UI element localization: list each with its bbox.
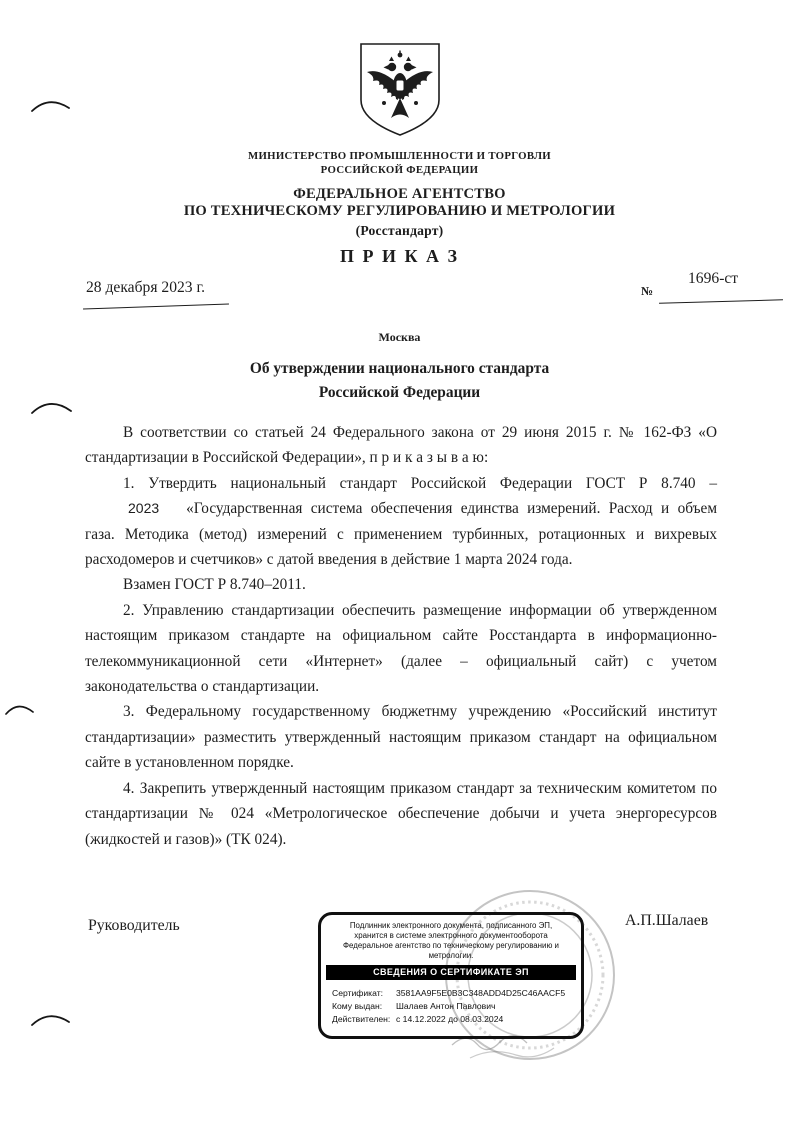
scan-arc-mark-3 xyxy=(4,702,36,718)
ministry-name: МИНИСТЕРСТВО ПРОМЫШЛЕННОСТИ И ТОРГОВЛИ РОССИЙСКОЙ ФЕДЕРАЦИИ xyxy=(247,150,552,176)
coat-of-arms-icon xyxy=(354,42,446,138)
stamp-certificate-bar: СВЕДЕНИЯ О СЕРТИФИКАТЕ ЭП xyxy=(326,965,576,980)
paragraph-item-4: 4. Закрепить утвержденный настоящим приказом стандарт за техническим комитетом по стандартизации № 024 «Метрологическое обеспечение добычи и учета энергоресурсов (жидкостей и газов)» (ТК 024). xyxy=(85,779,717,848)
doc-city: Москва xyxy=(378,330,421,344)
validity-row: Действителен: с 14.12.2022 до 08.03.2024 xyxy=(332,1013,504,1024)
issued-to-row: Кому выдан: Шалаев Антон Павлович xyxy=(332,1000,496,1011)
scan-arc-mark-4 xyxy=(30,1011,72,1029)
doc-type-heading: П Р И К А З xyxy=(339,246,460,266)
paragraph-item-1-note: Взамен ГОСТ Р 8.740–2011. xyxy=(123,576,306,594)
paragraph-item-3: 3. Федеральному государственному бюджетнму учреждению «Российский институт стандартизации» разместить утвержденный настоящим приказом стандарт на официальном сайте в установленном порядке. xyxy=(85,703,717,772)
date-underline xyxy=(83,303,229,309)
signature-name: А.П.Шалаев xyxy=(625,912,709,929)
paragraph-intro: В соответствии со статьей 24 Федерального закона от 29 июня 2015 г. № 162-ФЗ «О стандартизации в Российской Федерации», п р и к а з ы в а ю: xyxy=(85,424,717,467)
certificate-row: Сертификат: 3581AA9F5E0B3C348ADD4D25C46AACF5 xyxy=(332,988,566,998)
paragraph-item-1: 1. Утвердить национальный стандарт Российской Федерации ГОСТ Р 8.740 –2023 «Государственная система обеспечения единства измерений. Расход и объем газа. Методика (метод) измерений с применением турбинных, ротационных и вихревых расходомеров и счетчиков» с датой введения в действие 1 марта 2024 года. xyxy=(85,474,717,569)
letterhead xyxy=(0,42,799,239)
doc-date: 28 декабря 2023 г. xyxy=(86,279,206,296)
signature-role: Руководитель xyxy=(88,917,180,934)
number-sign: № xyxy=(641,284,654,298)
stamp-certificate-rows xyxy=(321,980,581,1025)
paragraph-item-2: 2. Управлению стандартизации обеспечить размещение информации об утвержденном настоящим приказом стандарте на официальном сайте Росстандарта в информационно-телекоммуникационной сети «Интернет» (далее – официальный сайт) с учетом законодательства о стандартизации. xyxy=(85,601,717,696)
e-signature-stamp xyxy=(318,912,584,1039)
agency-short-name: (Росстандарт) xyxy=(355,223,444,238)
doc-number: 1696-ст xyxy=(688,270,739,287)
doc-title: Об утверждении национального стандарта Российской Федерации xyxy=(249,360,550,401)
inserted-year: 2023 xyxy=(128,500,160,517)
doc-body xyxy=(85,420,717,852)
stamp-info-text: Подлинник электронного документа, подписанного ЭП, хранится в системе электронного документооборота Федеральное агентство по техническому регулированию и метрологии. xyxy=(343,921,559,960)
agency-name: ФЕДЕРАЛЬНОЕ АГЕНТСТВО ПО ТЕХНИЧЕСКОМУ РЕГУЛИРОВАНИЮ И МЕТРОЛОГИИ (Росстандарт) xyxy=(183,186,616,238)
number-underline xyxy=(659,299,783,303)
